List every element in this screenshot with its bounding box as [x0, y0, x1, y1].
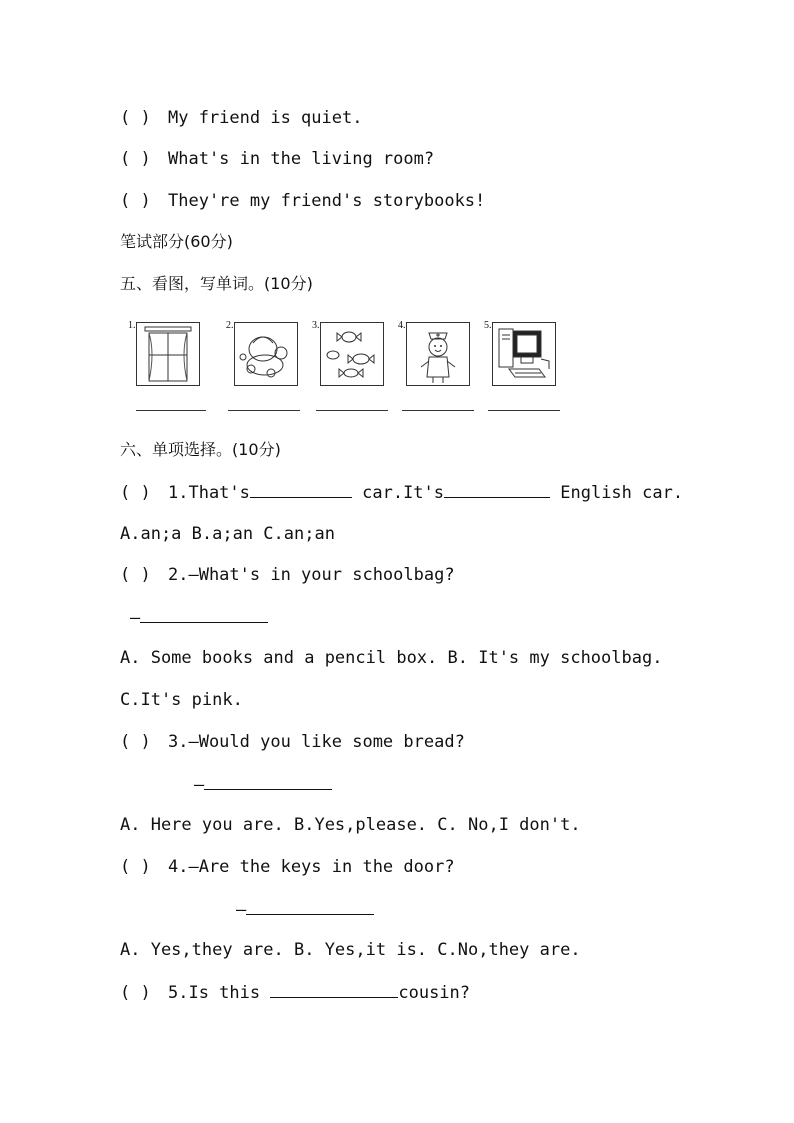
- answer-line[interactable]: [316, 410, 388, 411]
- answer-bracket[interactable]: ( ): [120, 191, 151, 211]
- question-3-text: 3.—Would you like some bread?: [168, 732, 465, 752]
- answer-line[interactable]: [488, 410, 560, 411]
- question-5: [120, 981, 470, 1004]
- picture-number: 4.: [398, 320, 406, 331]
- answer-line[interactable]: [402, 410, 474, 411]
- section-5-heading: 五、看图，写单词。(10分): [120, 274, 313, 293]
- toy-animal-icon: [234, 322, 298, 386]
- question-5-part-a: 5.Is this: [168, 983, 271, 1003]
- question-3-answer: [194, 773, 332, 796]
- answer-bracket[interactable]: ( ): [120, 565, 151, 585]
- question-1-part-b: car.It's: [351, 483, 445, 503]
- question-1-options: A.an;a B.a;an C.an;an: [120, 524, 335, 544]
- candy-icon: [320, 322, 384, 386]
- question-2: [120, 564, 455, 586]
- question-3-options: A. Here you are. B.Yes,please. C. No,I don't.: [120, 815, 581, 835]
- answer-blank[interactable]: [204, 773, 332, 790]
- sentence-text: My friend is quiet.: [168, 108, 363, 128]
- question-1: [120, 481, 683, 504]
- computer-icon: [492, 322, 556, 386]
- question-4: [120, 856, 455, 878]
- dash: —: [130, 608, 141, 628]
- answer-bracket[interactable]: ( ): [120, 983, 151, 1003]
- picture-number: 3.: [312, 320, 320, 331]
- sentence-item-3: [120, 190, 485, 212]
- sentence-item-2: [120, 148, 434, 170]
- picture-number: 2.: [226, 320, 234, 331]
- sentence-text: They're my friend's storybooks!: [168, 191, 486, 211]
- picture-number: 1.: [128, 320, 136, 331]
- dash: —: [194, 775, 205, 795]
- dash: —: [236, 900, 247, 920]
- answer-line[interactable]: [228, 410, 300, 411]
- question-1-part-c: English car.: [550, 483, 684, 503]
- question-4-answer: [236, 898, 374, 921]
- question-3: [120, 731, 465, 753]
- answer-line[interactable]: [136, 410, 206, 411]
- answer-bracket[interactable]: ( ): [120, 483, 151, 503]
- answer-blank[interactable]: [444, 481, 550, 498]
- question-2-answer: [130, 606, 268, 629]
- answer-bracket[interactable]: ( ): [120, 149, 151, 169]
- nurse-icon: [406, 322, 470, 386]
- answer-blank[interactable]: [140, 606, 268, 623]
- answer-blank[interactable]: [270, 981, 398, 998]
- answer-bracket[interactable]: ( ): [120, 857, 151, 877]
- answer-blank[interactable]: [250, 481, 352, 498]
- sentence-text: What's in the living room?: [168, 149, 435, 169]
- answer-bracket[interactable]: ( ): [120, 732, 151, 752]
- question-2-text: 2.—What's in your schoolbag?: [168, 565, 455, 585]
- sentence-item-1: [120, 107, 362, 129]
- answer-bracket[interactable]: ( ): [120, 108, 151, 128]
- answer-blank[interactable]: [246, 898, 374, 915]
- section-6-heading: 六、单项选择。(10分): [120, 440, 281, 459]
- written-part-heading: 笔试部分(60分): [120, 232, 233, 251]
- window-icon: [136, 322, 200, 386]
- question-1-part-a: 1.That's: [168, 483, 250, 503]
- question-2-options-line1: A. Some books and a pencil box. B. It's my schoolbag.: [120, 648, 663, 668]
- question-4-text: 4.—Are the keys in the door?: [168, 857, 455, 877]
- question-4-options: A. Yes,they are. B. Yes,it is. C.No,they are.: [120, 940, 581, 960]
- question-5-part-b: cousin?: [398, 983, 471, 1003]
- picture-number: 5.: [484, 320, 492, 331]
- question-2-options-line2: C.It's pink.: [120, 690, 243, 710]
